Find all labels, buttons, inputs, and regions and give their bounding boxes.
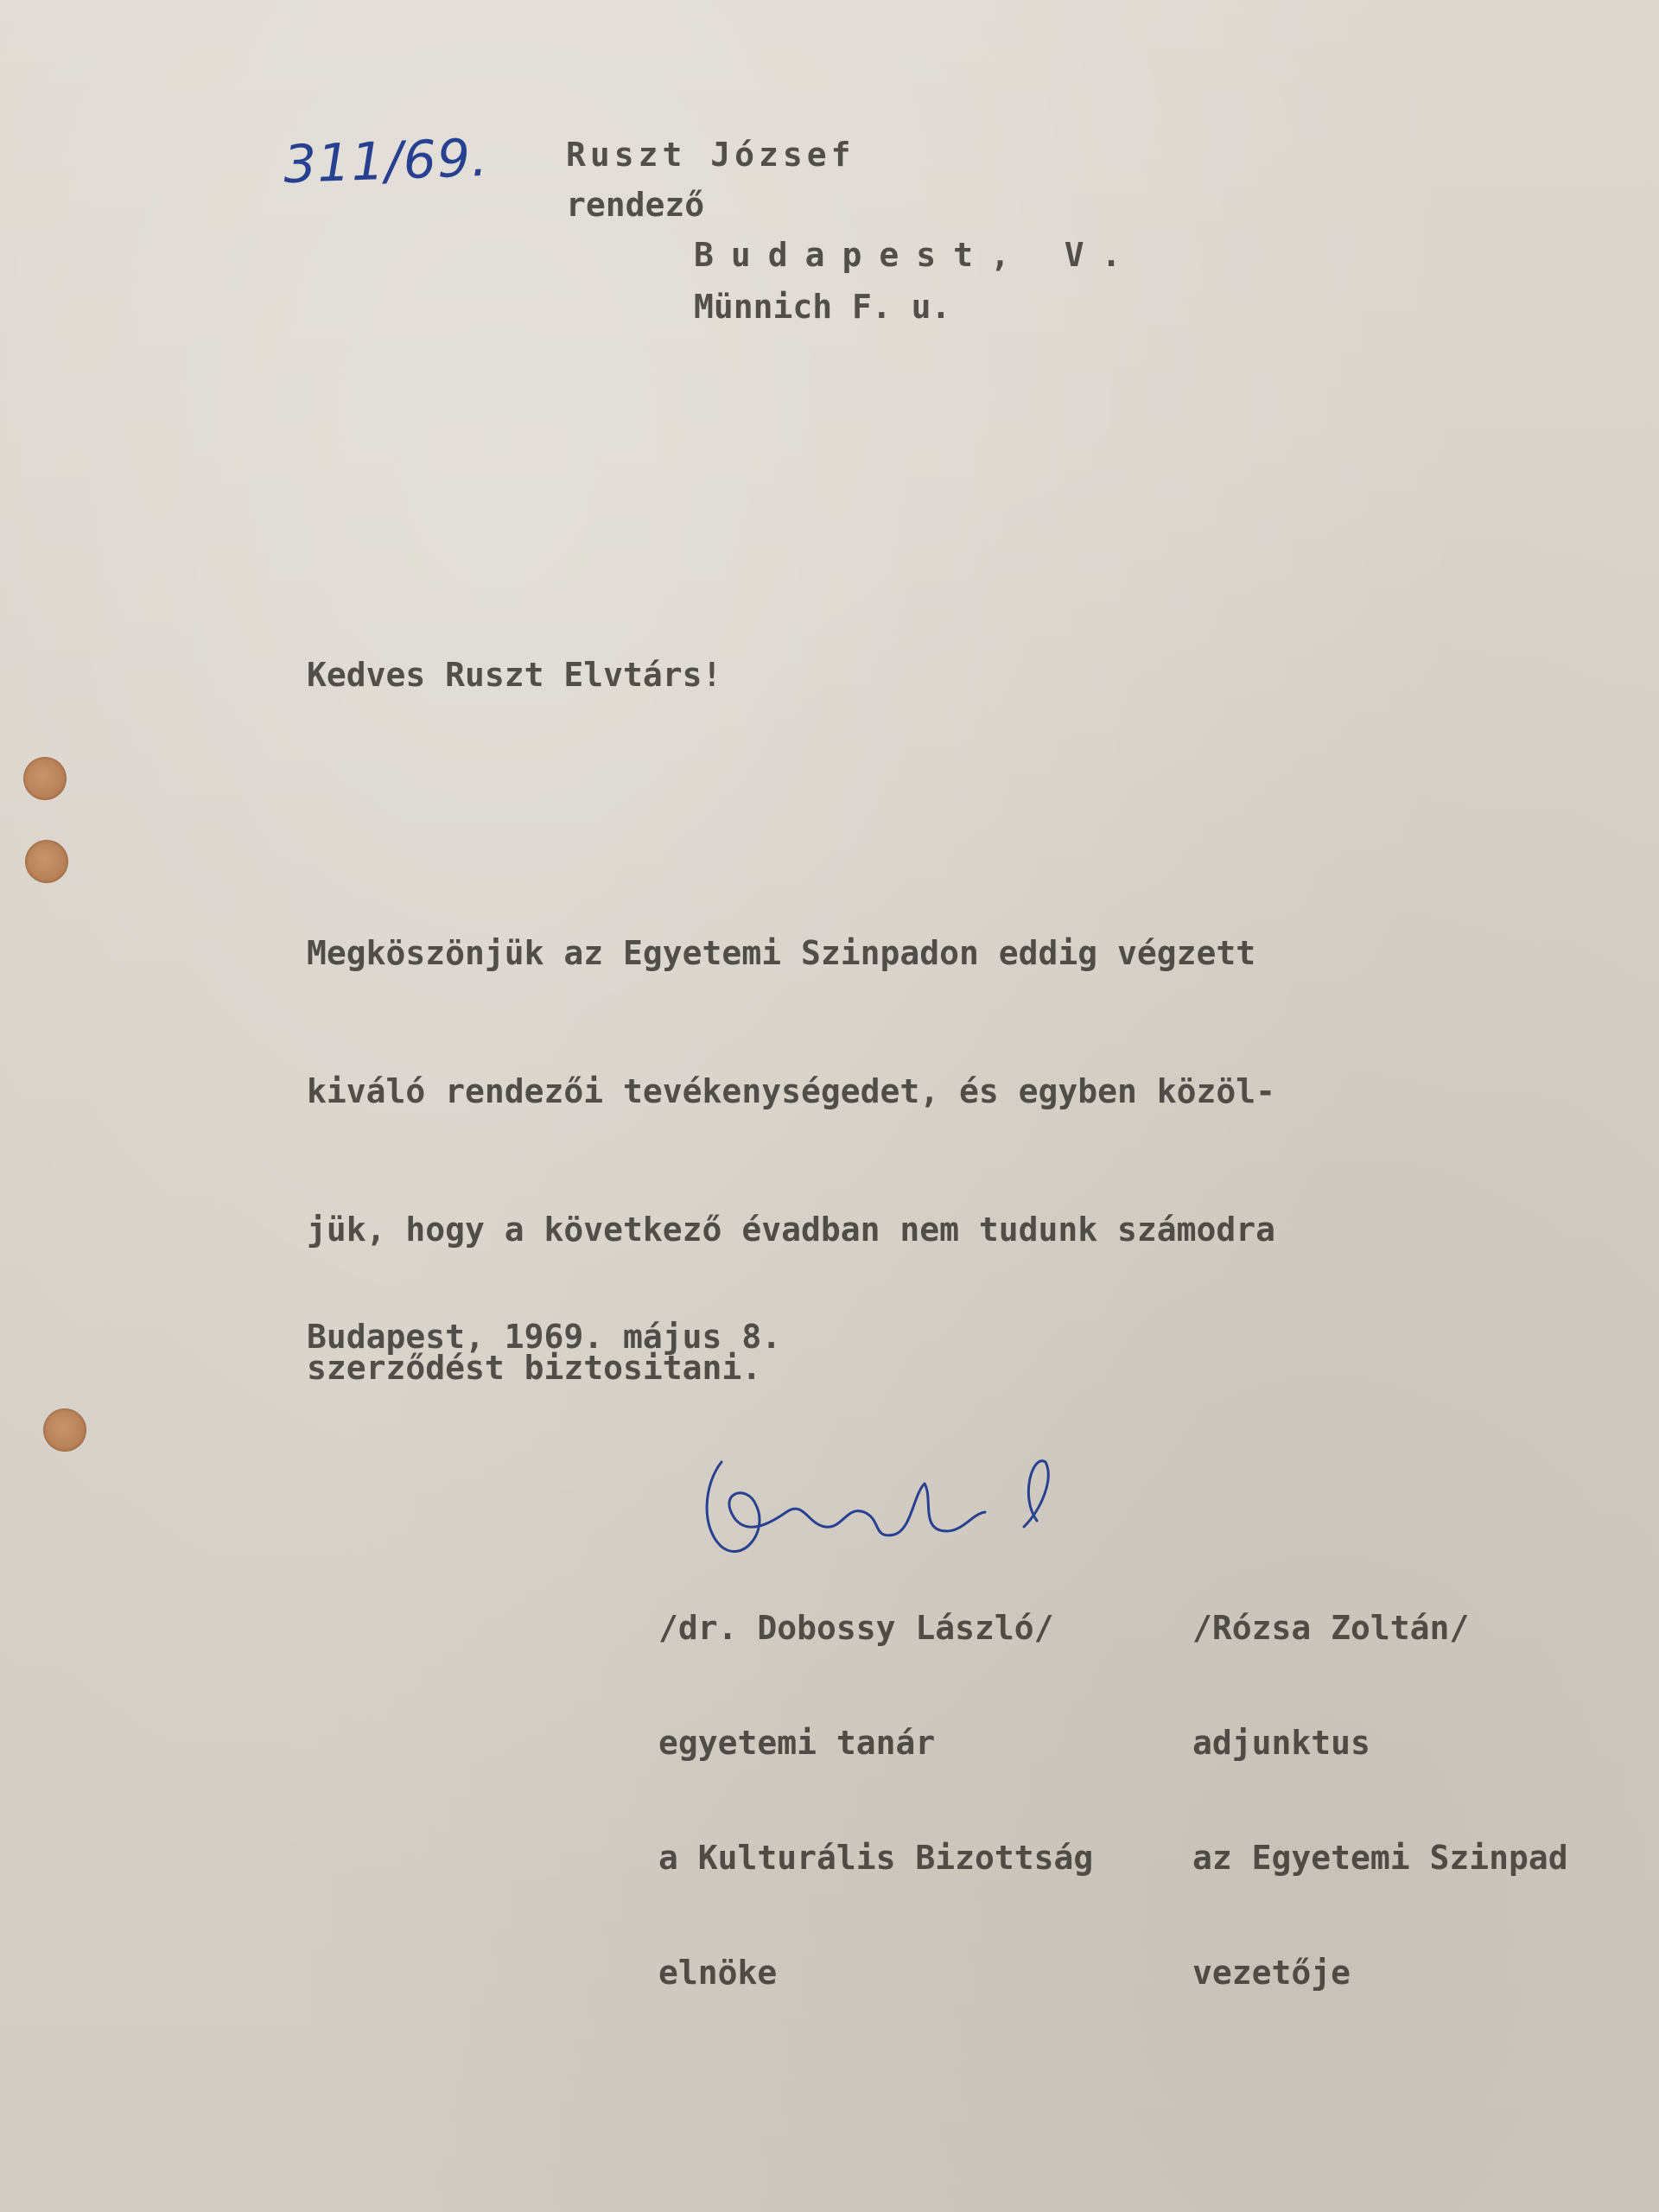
handwritten-reference-number: 311/69.	[282, 127, 490, 196]
signatory-name: /Rózsa Zoltán/	[1192, 1609, 1470, 1647]
punch-hole	[43, 1408, 86, 1452]
signatory-role: vezetője	[1192, 1954, 1351, 1992]
body-line: kiváló rendezői tevékenységedet, és egyben közöl-	[307, 1072, 1276, 1110]
letter-body	[307, 851, 1275, 1470]
signatory-role: adjunktus	[1192, 1724, 1370, 1762]
body-line: Megköszönjük az Egyetemi Szinpadon eddig végzett	[307, 934, 1256, 972]
recipient-city: Budapest, V.	[694, 236, 1139, 274]
body-line: szerződést biztositani.	[307, 1349, 762, 1387]
punch-hole	[25, 840, 68, 883]
signatory-name: /dr. Dobossy László/	[658, 1609, 1054, 1647]
recipient-street: Münnich F. u.	[694, 288, 951, 326]
salutation: Kedves Ruszt Elvtárs!	[307, 656, 722, 694]
signatory-left	[658, 1538, 1093, 2063]
signatory-role: egyetemi tanár	[658, 1724, 936, 1762]
date-line: Budapest, 1969. május 8.	[307, 1318, 782, 1356]
signatory-role: a Kulturális Bizottság	[658, 1839, 1094, 1877]
recipient-title: rendező	[566, 186, 705, 224]
punch-hole	[23, 757, 67, 800]
signatory-role: az Egyetemi Szinpad	[1192, 1839, 1568, 1877]
signatory-role: elnöke	[658, 1954, 778, 1992]
body-line: jük, hogy a következő évadban nem tudunk számodra	[307, 1211, 1276, 1249]
recipient-name: Ruszt József	[566, 136, 855, 174]
signatory-right	[1192, 1538, 1568, 2063]
